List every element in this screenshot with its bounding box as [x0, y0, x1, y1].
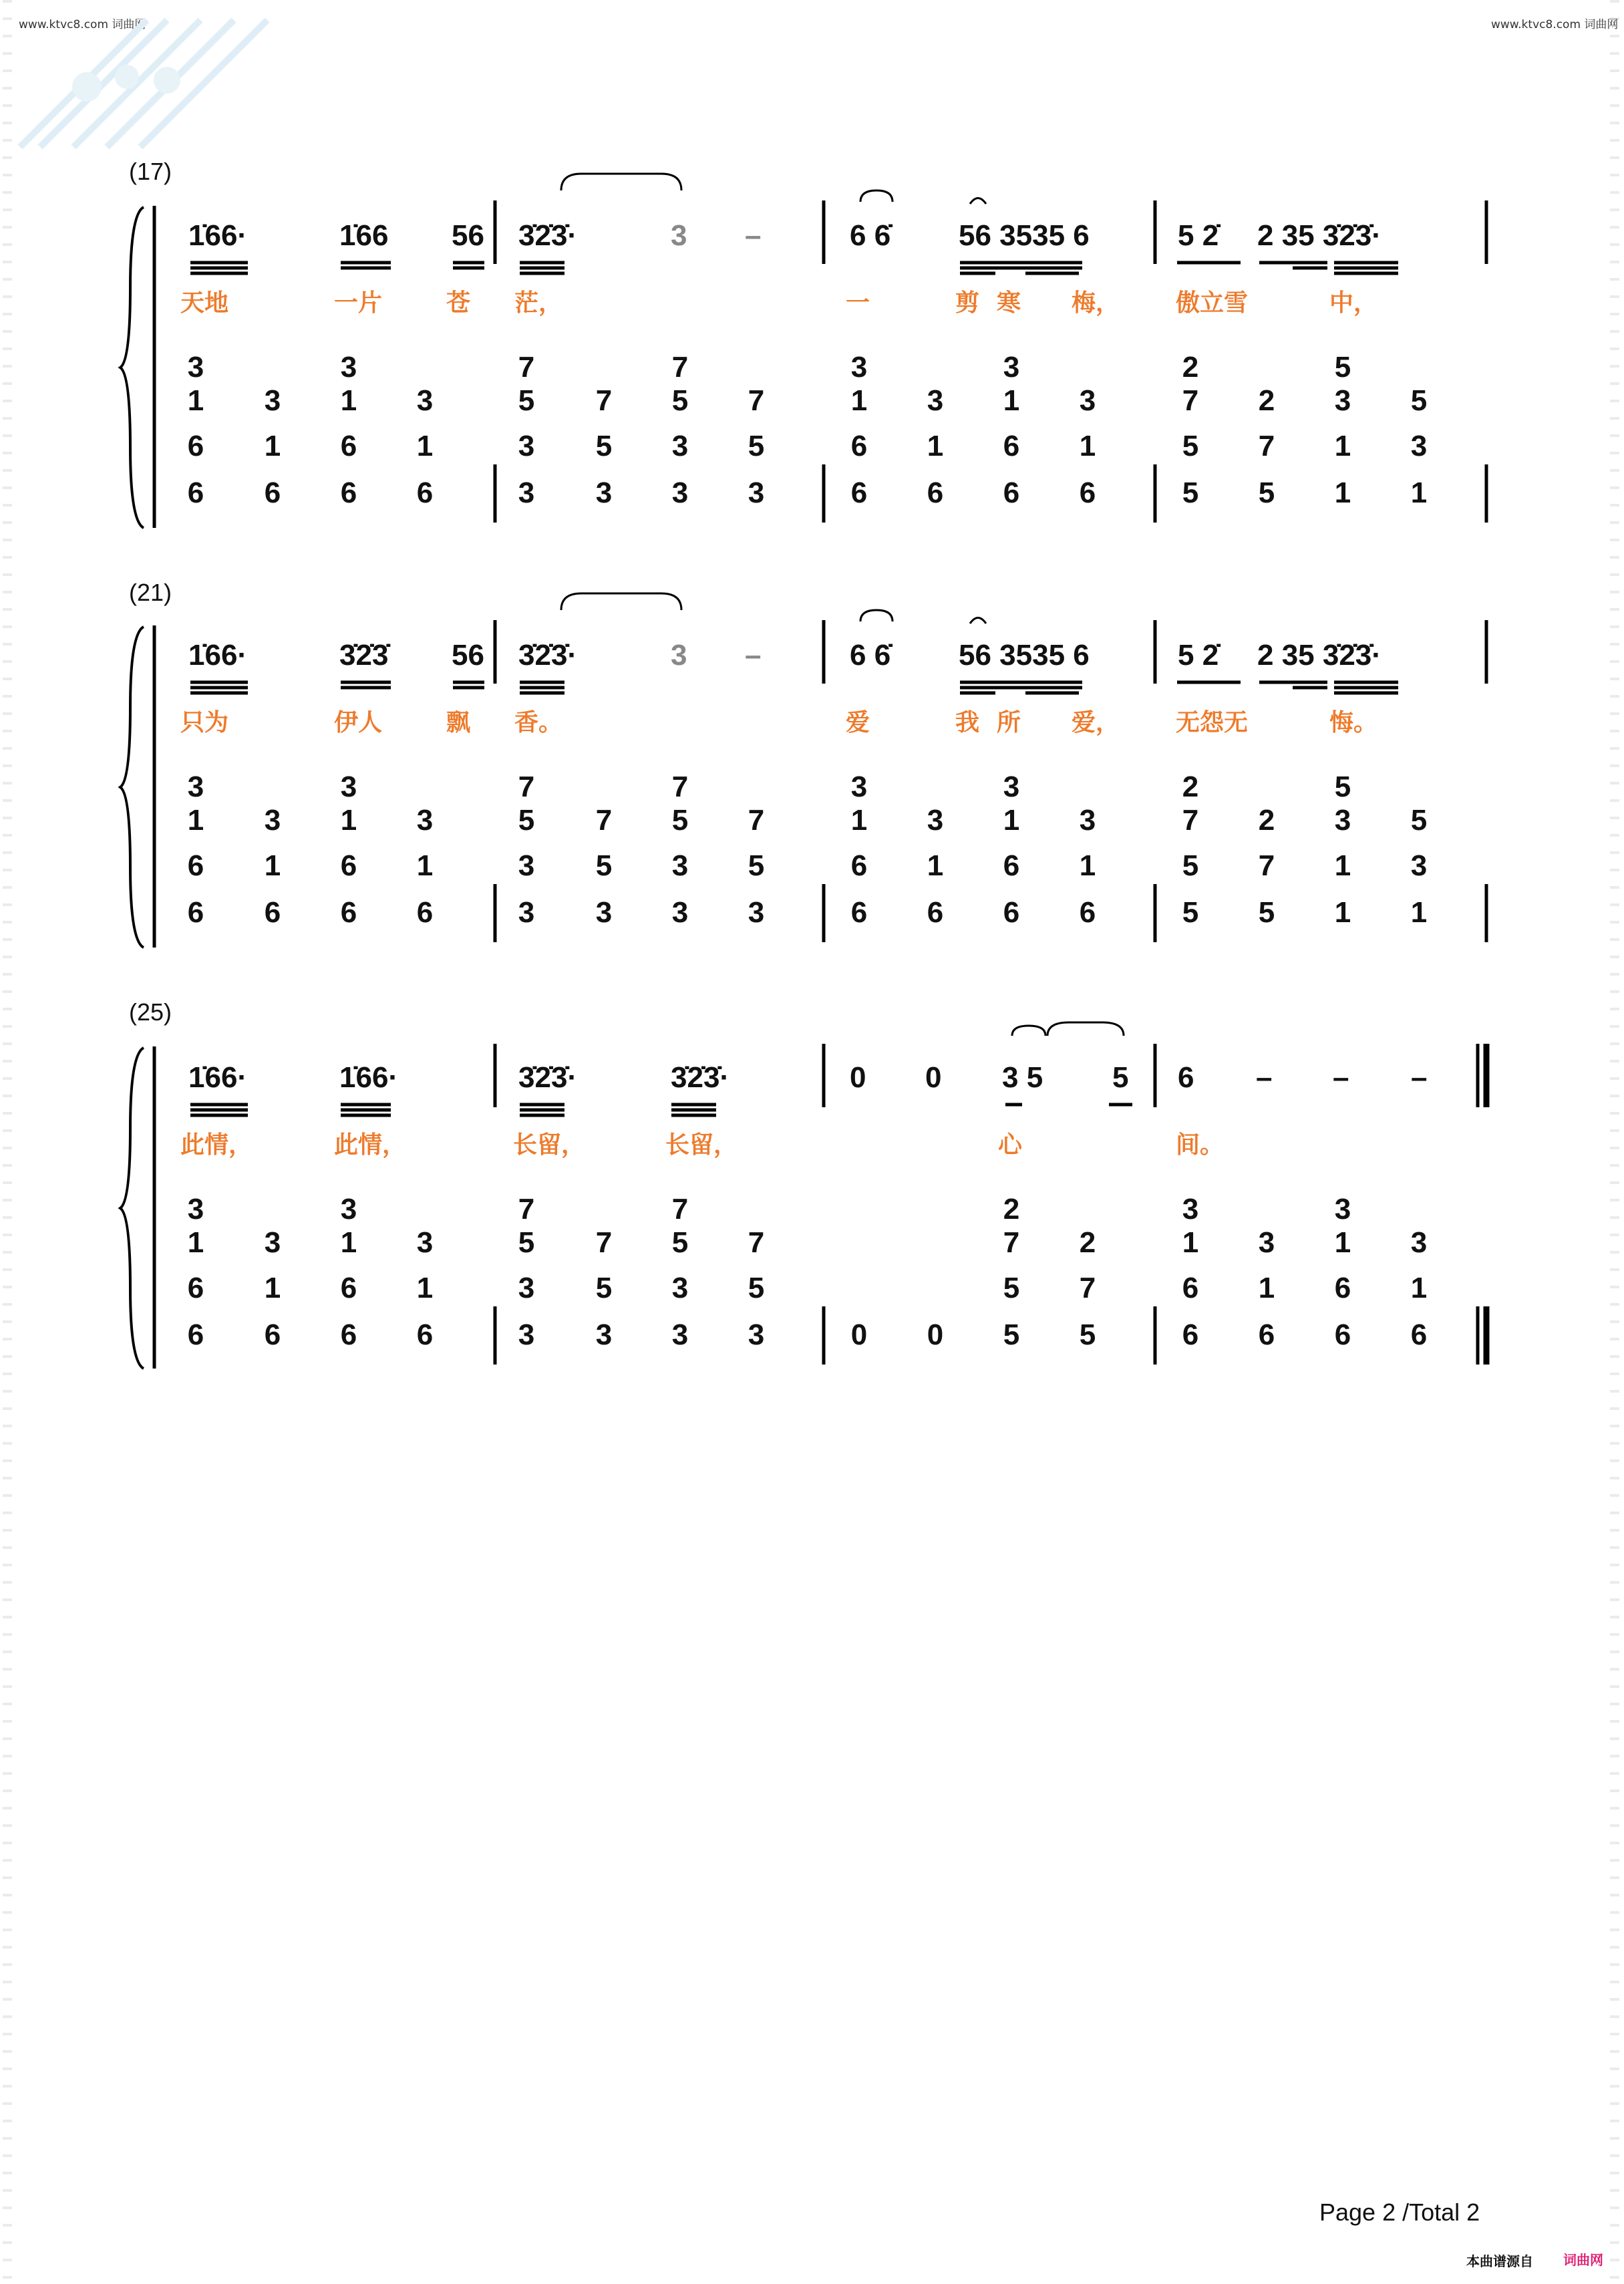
melody-m2-b: 3	[671, 219, 687, 252]
accompaniment-note: 1	[187, 1226, 204, 1259]
accompaniment-note: 5	[1182, 430, 1199, 462]
melody-m3-a: 6 6̇	[850, 639, 891, 672]
accompaniment-note: 1	[1003, 804, 1020, 837]
accompaniment-note: 3	[850, 770, 868, 803]
accompaniment-note: 5	[748, 430, 765, 462]
accompaniment-note: 7	[671, 351, 689, 384]
lyric: 中，	[1329, 289, 1378, 317]
accompaniment-note: 3	[671, 1318, 689, 1351]
melody-m3-a: 0	[850, 1061, 866, 1094]
accompaniment-note: 3	[518, 1318, 535, 1351]
accompaniment-note: 3	[748, 1318, 765, 1351]
accompaniment-note: 6	[1334, 1318, 1351, 1351]
melody-m2-a: 3̇2̇3̇·	[518, 219, 578, 252]
accompaniment-note: 7	[595, 804, 613, 837]
accompaniment-note: 6	[187, 896, 204, 929]
lyric: 香。	[514, 709, 563, 736]
site-logo: 词曲网	[1563, 2252, 1603, 2268]
accompaniment-note: 7	[748, 384, 765, 417]
melody-m2-b: 3̇2̇3̇·	[671, 1061, 730, 1094]
accompaniment-note: 7	[518, 770, 535, 803]
system-label: (25)	[129, 998, 172, 1026]
accompaniment-note: 2	[1258, 804, 1275, 837]
accompaniment-note: 3	[1334, 804, 1351, 837]
accompaniment-note: 7	[595, 384, 613, 417]
accompaniment-note: 5	[595, 849, 613, 882]
accompaniment-note: 5	[1410, 804, 1428, 837]
lyric: 飘	[446, 709, 471, 736]
accompaniment-note: 5	[1334, 770, 1351, 803]
accompaniment-note: 1	[416, 849, 434, 882]
accompaniment-note: 5	[1182, 476, 1199, 509]
melody-m2-a: 3̇2̇3̇·	[518, 1061, 578, 1094]
accompaniment-note: 3	[187, 351, 204, 384]
accompaniment-note: 6	[927, 476, 944, 509]
accompaniment-note: 3	[595, 896, 613, 929]
accompaniment-note: 6	[1003, 476, 1020, 509]
accompaniment-note: 3	[595, 1318, 613, 1351]
accompaniment-note: 3	[187, 770, 204, 803]
accompaniment-note: 6	[1003, 896, 1020, 929]
lyric: 天地	[180, 289, 229, 317]
accompaniment-note: 6	[187, 1318, 204, 1351]
accompaniment-note: 1	[1334, 849, 1351, 882]
lyric: 此情，	[180, 1131, 253, 1159]
accompaniment-note: 7	[1182, 384, 1199, 417]
melody-m4-a: 5 2̇	[1178, 639, 1219, 672]
accompaniment-note: 3	[671, 849, 689, 882]
lyric: 梅，	[1072, 289, 1120, 317]
accompaniment-note: 6	[1410, 1318, 1428, 1351]
accompaniment-note: 6	[340, 476, 357, 509]
accompaniment-note: 1	[1258, 1272, 1275, 1304]
lyric: 茫，	[514, 289, 563, 317]
accompaniment-note: 1	[1410, 896, 1428, 929]
accompaniment-note: 1	[416, 430, 434, 462]
accompaniment-note: 1	[416, 1272, 434, 1304]
lyric: 间。	[1176, 1131, 1225, 1159]
accompaniment-note: 5	[1182, 849, 1199, 882]
melody-m2-b: 3	[671, 639, 687, 672]
accompaniment-note: 7	[1079, 1272, 1096, 1304]
lyric: 长留，	[665, 1131, 738, 1159]
accompaniment-note: 5	[1334, 351, 1351, 384]
accompaniment-note: 3	[1079, 384, 1096, 417]
accompaniment-note: 1	[187, 384, 204, 417]
accompaniment-note: 2	[1258, 384, 1275, 417]
accompaniment-note: 3	[850, 351, 868, 384]
accompaniment-note: 3	[1410, 849, 1428, 882]
accompaniment-note: 6	[340, 896, 357, 929]
accompaniment-note: 3	[1334, 1193, 1351, 1226]
accompaniment-note: 1	[1334, 476, 1351, 509]
melody-m4-b: 2 35 3̇2̇3̇·	[1257, 639, 1382, 672]
accompaniment-note: 5	[595, 430, 613, 462]
lyric: 苍	[446, 289, 471, 317]
accompaniment-note: 1	[1410, 476, 1428, 509]
accompaniment-note: 6	[1182, 1272, 1199, 1304]
accompaniment-note: 3	[340, 1193, 357, 1226]
lyric: 傲立雪	[1176, 289, 1249, 317]
accompaniment-note: 6	[264, 896, 281, 929]
accompaniment-note: 5	[1410, 384, 1428, 417]
system-3-lines	[120, 1022, 1486, 1369]
melody-m1-a: 1̇66·	[188, 639, 248, 672]
accompaniment-note: 3	[671, 476, 689, 509]
accompaniment-note: 0	[927, 1318, 944, 1351]
accompaniment-note: 1	[850, 384, 868, 417]
accompaniment-note: 1	[1334, 896, 1351, 929]
accompaniment-note: 3	[518, 476, 535, 509]
accompaniment-note: 3	[748, 476, 765, 509]
melody-m1-a: 1̇66·	[188, 1061, 248, 1094]
accompaniment-note: 6	[264, 1318, 281, 1351]
accompaniment-note: 6	[416, 896, 434, 929]
accompaniment-note: 3	[1334, 384, 1351, 417]
accompaniment-note: 3	[671, 1272, 689, 1304]
accompaniment-note: 3	[1410, 430, 1428, 462]
lyric: 心	[998, 1131, 1023, 1159]
accompaniment-note: 1	[264, 430, 281, 462]
accompaniment-note: 1	[1410, 1272, 1428, 1304]
lyric: 长留，	[513, 1131, 586, 1159]
accompaniment-note: 3	[1182, 1193, 1199, 1226]
accompaniment-note: 6	[187, 430, 204, 462]
accompaniment-note: 7	[518, 1193, 535, 1226]
accompaniment-note: 5	[1258, 476, 1275, 509]
accompaniment-note: 1	[1182, 1226, 1199, 1259]
accompaniment-note: 7	[1258, 849, 1275, 882]
accompaniment-note: 1	[1003, 384, 1020, 417]
accompaniment-note: 3	[518, 1272, 535, 1304]
accompaniment-note: 3	[264, 804, 281, 837]
accompaniment-note: 1	[927, 430, 944, 462]
accompaniment-note: 6	[340, 430, 357, 462]
accompaniment-note: 5	[748, 1272, 765, 1304]
accompaniment-note: 3	[187, 1193, 204, 1226]
accompaniment-note: 7	[748, 1226, 765, 1259]
accompaniment-note: 6	[264, 476, 281, 509]
accompaniment-note: 1	[1079, 849, 1096, 882]
accompaniment-note: 6	[1003, 430, 1020, 462]
accompaniment-note: 5	[1003, 1318, 1020, 1351]
accompaniment-note: 7	[1182, 804, 1199, 837]
accompaniment-note: 1	[187, 804, 204, 837]
accompaniment-note: 3	[340, 351, 357, 384]
accompaniment-note: 6	[927, 896, 944, 929]
accompaniment-note: 1	[927, 849, 944, 882]
lyric: 此情，	[334, 1131, 407, 1159]
accompaniment-note: 3	[927, 804, 944, 837]
melody-m2-c: –	[745, 219, 762, 252]
accompaniment-note: 3	[518, 896, 535, 929]
accompaniment-note: 6	[1079, 476, 1096, 509]
accompaniment-note: 3	[671, 430, 689, 462]
accompaniment-note: 6	[850, 430, 868, 462]
accompaniment-note: 7	[671, 1193, 689, 1226]
accompaniment-note: 6	[416, 1318, 434, 1351]
accompaniment-note: 3	[671, 896, 689, 929]
melody-m4-b: –	[1256, 1061, 1273, 1094]
page-indicator: Page 2 /Total 2	[1319, 2198, 1480, 2226]
melody-m4-c: –	[1333, 1061, 1349, 1094]
accompaniment-note: 2	[1003, 1193, 1020, 1226]
accompaniment-note: 5	[1182, 896, 1199, 929]
accompaniment-note: 3	[927, 384, 944, 417]
melody-m1-c: 56	[452, 639, 484, 672]
lyric: 爱	[846, 709, 870, 736]
accompaniment-note: 5	[1079, 1318, 1096, 1351]
accompaniment-note: 5	[518, 804, 535, 837]
accompaniment-note: 1	[850, 804, 868, 837]
lyric: 我	[955, 709, 980, 736]
accompaniment-note: 6	[340, 1318, 357, 1351]
lyric: 一片	[334, 289, 383, 317]
accompaniment-note: 5	[671, 1226, 689, 1259]
header-left-site: www.ktvc8.com 词曲网	[19, 18, 146, 31]
accompaniment-note: 3	[1079, 804, 1096, 837]
accompaniment-note: 3	[264, 384, 281, 417]
source-note: 本曲谱源自	[1466, 2253, 1533, 2269]
header-right-site: www.ktvc8.com 词曲网	[1491, 18, 1619, 31]
accompaniment-note: 3	[518, 430, 535, 462]
accompaniment-note: 6	[187, 849, 204, 882]
accompaniment-note: 3	[340, 770, 357, 803]
melody-m4-a: 6	[1178, 1061, 1194, 1094]
melody-m3-b: 0	[925, 1061, 942, 1094]
accompaniment-note: 6	[340, 849, 357, 882]
accompaniment-note: 7	[1003, 1226, 1020, 1259]
accompaniment-note: 7	[595, 1226, 613, 1259]
accompaniment-note: 1	[340, 1226, 357, 1259]
accompaniment-note: 1	[264, 1272, 281, 1304]
accompaniment-note: 5	[1258, 896, 1275, 929]
system-label: (21)	[129, 579, 172, 606]
melody-m2-a: 3̇2̇3̇·	[518, 639, 578, 672]
accompaniment-note: 3	[595, 476, 613, 509]
lyric: 爱，	[1072, 709, 1120, 736]
melody-m3-c: 3 5	[1002, 1061, 1043, 1094]
accompaniment-note: 3	[416, 804, 434, 837]
lyric: 剪	[955, 289, 980, 317]
accompaniment-note: 0	[850, 1318, 868, 1351]
accompaniment-note: 5	[518, 1226, 535, 1259]
lyric: 寒	[997, 289, 1021, 317]
lyric: 无怨无	[1176, 709, 1249, 736]
accompaniment-note: 2	[1182, 351, 1199, 384]
melody-m3-a: 6 6̇	[850, 219, 891, 252]
melody-m4-b: 2 35 3̇2̇3̇·	[1257, 219, 1382, 252]
accompaniment-note: 7	[518, 351, 535, 384]
melody-m1-b: 1̇66	[339, 219, 389, 252]
accompaniment-note: 3	[416, 1226, 434, 1259]
accompaniment-note: 6	[187, 476, 204, 509]
lyric: 一	[846, 289, 870, 317]
lyric: 悔。	[1329, 709, 1378, 736]
melody-m1-b: 1̇66·	[339, 1061, 399, 1094]
melody-m2-c: –	[745, 639, 762, 672]
accompaniment-note: 6	[850, 849, 868, 882]
accompaniment-note: 6	[1003, 849, 1020, 882]
accompaniment-note: 5	[1003, 1272, 1020, 1304]
accompaniment-note: 6	[1182, 1318, 1199, 1351]
accompaniment-note: 3	[748, 896, 765, 929]
accompaniment-note: 6	[340, 1272, 357, 1304]
melody-m3-b: 56 3535 6	[959, 219, 1090, 252]
system-label: (17)	[129, 158, 172, 185]
melody-m4-a: 5 2̇	[1178, 219, 1219, 252]
accompaniment-note: 1	[340, 804, 357, 837]
accompaniment-note: 5	[595, 1272, 613, 1304]
accompaniment-note: 3	[1003, 351, 1020, 384]
accompaniment-note: 6	[850, 476, 868, 509]
accompaniment-note: 5	[671, 804, 689, 837]
accompaniment-note: 3	[518, 849, 535, 882]
accompaniment-note: 1	[1334, 1226, 1351, 1259]
accompaniment-note: 5	[671, 384, 689, 417]
accompaniment-note: 5	[518, 384, 535, 417]
accompaniment-note: 3	[1410, 1226, 1428, 1259]
accompaniment-note: 1	[1079, 430, 1096, 462]
melody-m3-b: 56 3535 6	[959, 639, 1090, 672]
accompaniment-note: 6	[1258, 1318, 1275, 1351]
accompaniment-note: 6	[850, 896, 868, 929]
accompaniment-note: 1	[340, 384, 357, 417]
melody-m1-b: 3̇2̇3̇	[339, 639, 389, 672]
accompaniment-note: 6	[1079, 896, 1096, 929]
melody-m1-a: 1̇66·	[188, 219, 248, 252]
lyric: 伊人	[334, 709, 383, 736]
lyric: 所	[997, 709, 1021, 736]
accompaniment-note: 3	[1003, 770, 1020, 803]
accompaniment-note: 7	[1258, 430, 1275, 462]
accompaniment-note: 2	[1079, 1226, 1096, 1259]
accompaniment-note: 6	[187, 1272, 204, 1304]
accompaniment-note: 3	[264, 1226, 281, 1259]
accompaniment-note: 7	[748, 804, 765, 837]
accompaniment-note: 5	[748, 849, 765, 882]
accompaniment-note: 6	[416, 476, 434, 509]
lyric: 只为	[180, 709, 229, 736]
accompaniment-note: 1	[1334, 430, 1351, 462]
melody-m4-d: –	[1411, 1061, 1428, 1094]
accompaniment-note: 3	[416, 384, 434, 417]
accompaniment-note: 2	[1182, 770, 1199, 803]
accompaniment-note: 3	[1258, 1226, 1275, 1259]
melody-m1-c: 56	[452, 219, 484, 252]
melody-m3-d: 5	[1112, 1061, 1129, 1094]
accompaniment-note: 1	[264, 849, 281, 882]
accompaniment-note: 7	[671, 770, 689, 803]
accompaniment-note: 6	[1334, 1272, 1351, 1304]
